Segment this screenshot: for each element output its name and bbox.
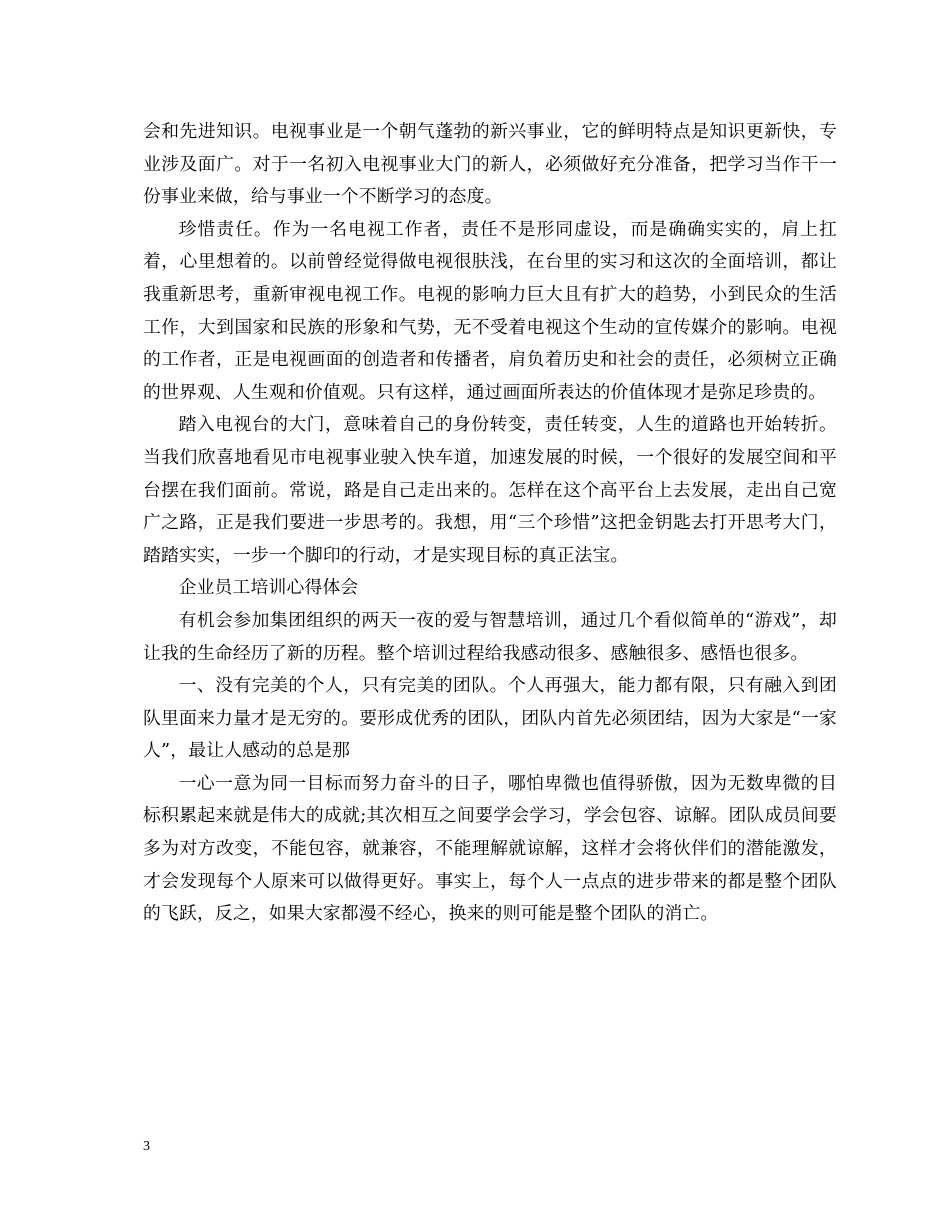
section-heading: 企业员工培训心得体会 [178,577,359,599]
paragraph-3: 踏入电视台的大门，意味着自己的身份转变，责任转变，人生的道路也开始转折。当我们欣喜地看见市电视事业驶入快车道，加速发展的时候，一个很好的发展空间和平台摆在我们面前。常说，路是自己走出来的。怎样在这个高平台上去发展，走出自己宽广之路，正是我们要进一步思考的。我想，用“三个珍惜”这把金钥匙去打开思考大门，踏踏实实，一步一个脚印的行动，才是实现目标的真正法宝。 [143,414,837,566]
page-number: 3 [143,1139,150,1154]
paragraph-1: 会和先进知识。电视事业是一个朝气蓬勃的新兴事业，它的鲜明特点是知识更新快，专业涉及面广。对于一名初入电视事业大门的新人，必须做好充分准备，把学习当作干一份事业来做，给与事业一个不断学习的态度。 [143,121,837,208]
paragraph-6: 一、没有完美的个人，只有完美的团队。个人再强大，能力都有限，只有融入到团队里面来力量才是无穷的。要形成优秀的团队，团队内首先必须团结，因为大家是“一家人”，最让人感动的总是那 [143,675,837,762]
paragraph-7: 一心一意为同一目标而努力奋斗的日子，哪怕卑微也值得骄傲，因为无数卑微的目标积累起来就是伟大的成就;其次相互之间要学会学习，学会包容、谅解。团队成员间要多为对方改变，不能包容，就兼容，不能理解就谅解，这样才会将伙伴们的潜能激发，才会发现每个人原来可以做得更好。事实上，每个人一点点的进步带来的都是整个团队的飞跃，反之，如果大家都漫不经心，换来的则可能是整个团队的消亡。 [143,772,837,925]
paragraph-5: 有机会参加集团组织的两天一夜的爱与智慧培训，通过几个看似简单的“游戏”，却让我的生命经历了新的历程。整个培训过程给我感动很多、感触很多、感悟也很多。 [143,609,837,664]
document-body [143,116,837,931]
paragraph-2: 珍惜责任。作为一名电视工作者，责任不是形同虚设，而是确确实实的，肩上扛着，心里想着的。以前曾经觉得做电视很肤浅，在台里的实习和这次的全面培训，都让我重新思考，重新审视电视工作。电视的影响力巨大且有扩大的趋势，小到民众的生活工作，大到国家和民族的形象和气势，无不受着电视这个生动的宣传媒介的影响。电视的工作者，正是电视画面的创造者和传播者，肩负着历史和社会的责任，必须树立正确的世界观、人生观和价值观。只有这样，通过画面所表达的价值体现才是弥足珍贵的。 [143,218,837,403]
